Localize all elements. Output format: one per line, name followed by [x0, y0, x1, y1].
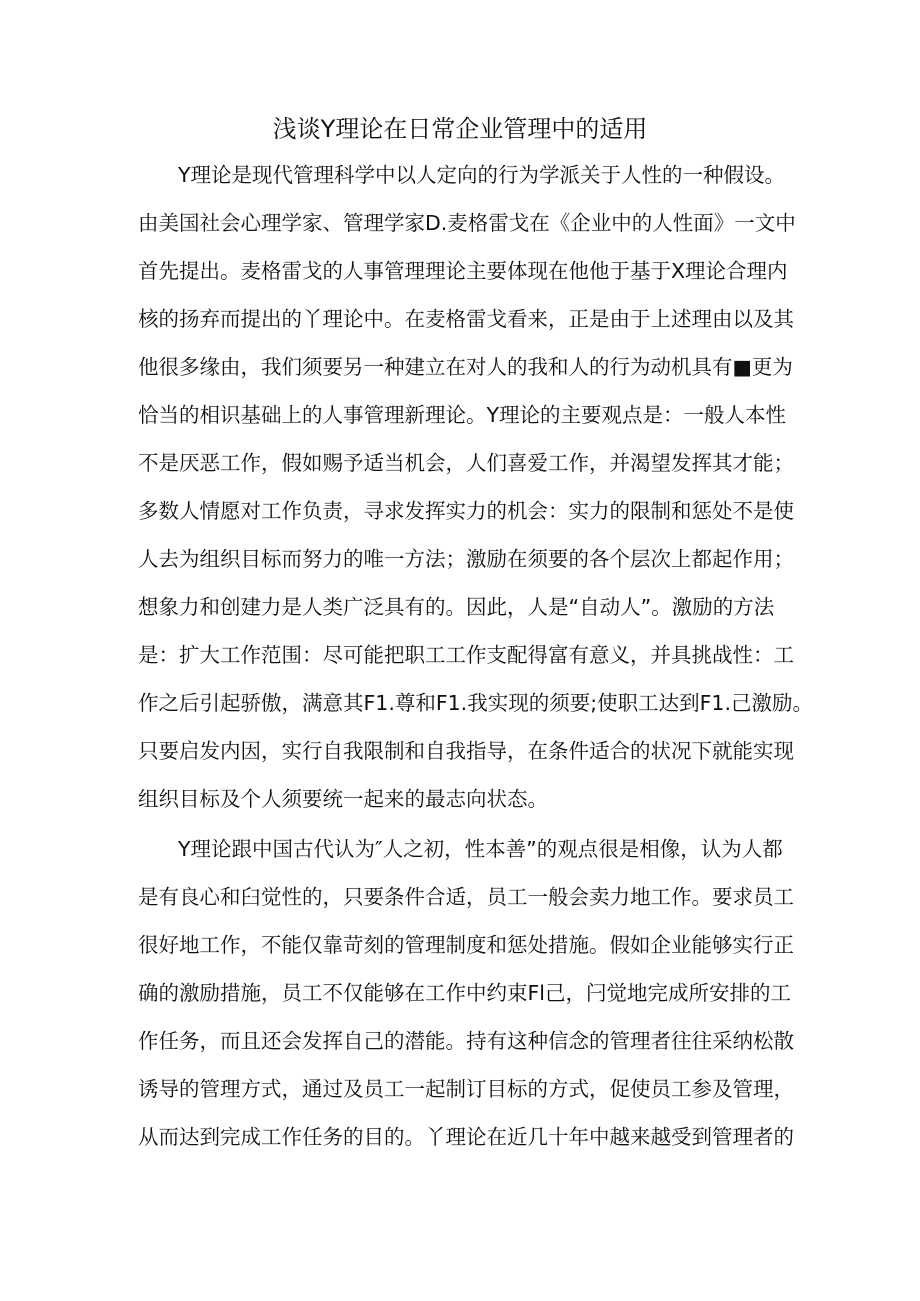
body-line: 确的激励措施，员工不仅能够在工作中约束Fl己，闩觉地完成所安排的工 [138, 981, 791, 1005]
body-line: Y理论是现代管理科学中以人定向的行为学派关于人性的一种假设。 [178, 163, 786, 187]
body-line: 多数人情愿对工作负责，寻求发挥实力的机会：实力的限制和惩处不是使 [138, 499, 794, 523]
body-line: 诱导的管理方式，通过及员工一起制订目标的方式，促使员工参及管理， [138, 1077, 794, 1101]
body-line: 首先提出。麦格雷戈的人事管理理论主要体现在他他于基于X理论合理内 [138, 259, 788, 283]
body-line: 不是厌恶工作，假如赐予适当机会，人们喜爱工作，并渴望发挥其才能； [138, 451, 794, 475]
body-line: 作之后引起骄傲，满意其F1.尊和F1.我实现的须要;使职工达到F1.己激励。 [138, 691, 813, 715]
body-line: 由美国社会心理学家、管理学家D.麦格雷戈在《企业中的人性面》一文中 [138, 211, 796, 235]
body-line: Y理论跟中国古代认为″人之初，性本善”的观点很是相像，认为人都 [178, 837, 783, 861]
body-line: 他很多缘由，我们须要另一种建立在对人的我和人的行为动机具有■更为 [138, 355, 793, 379]
body-line: 组织目标及个人须要统一起来的最志向状态。 [138, 787, 548, 811]
body-line: 想象力和创建力是人类广泛具有的。因此，人是“自动人”。激励的方法 [138, 595, 775, 619]
body-line: 很好地工作，不能仅靠苛刻的管理制度和惩处措施。假如企业能够实行正 [138, 933, 794, 957]
body-line: 核的扬弃而提出的丫理论中。在麦格雷戈看来，正是由于上述理由以及其 [138, 307, 794, 331]
body-line: 从而达到完成工作任务的目的。丫理论在近几十年中越来越受到管理者的 [138, 1125, 794, 1149]
body-line: 恰当的相识基础上的人事管理新理论。Y理论的主要观点是：一般人本性 [138, 403, 787, 427]
body-line: 人去为组织目标而努力的唯一方法；激励在须要的各个层次上都起作用； [138, 547, 794, 571]
body-line: 只要启发内因，实行自我限制和自我指导，在条件适合的状况下就能实现 [138, 739, 794, 763]
document-title: 浅谈Y理论在日常企业管理中的适用 [272, 115, 648, 143]
body-line: 作任务，而且还会发挥自己的潜能。持有这种信念的管理者往往采纳松散 [138, 1029, 794, 1053]
body-line: 是有良心和臼觉性的，只要条件合适，员工一般会卖力地工作。要求员工 [138, 885, 794, 909]
body-line: 是：扩大工作范围：尽可能把职工工作支配得富有意义，并具挑战性：工 [138, 643, 794, 667]
